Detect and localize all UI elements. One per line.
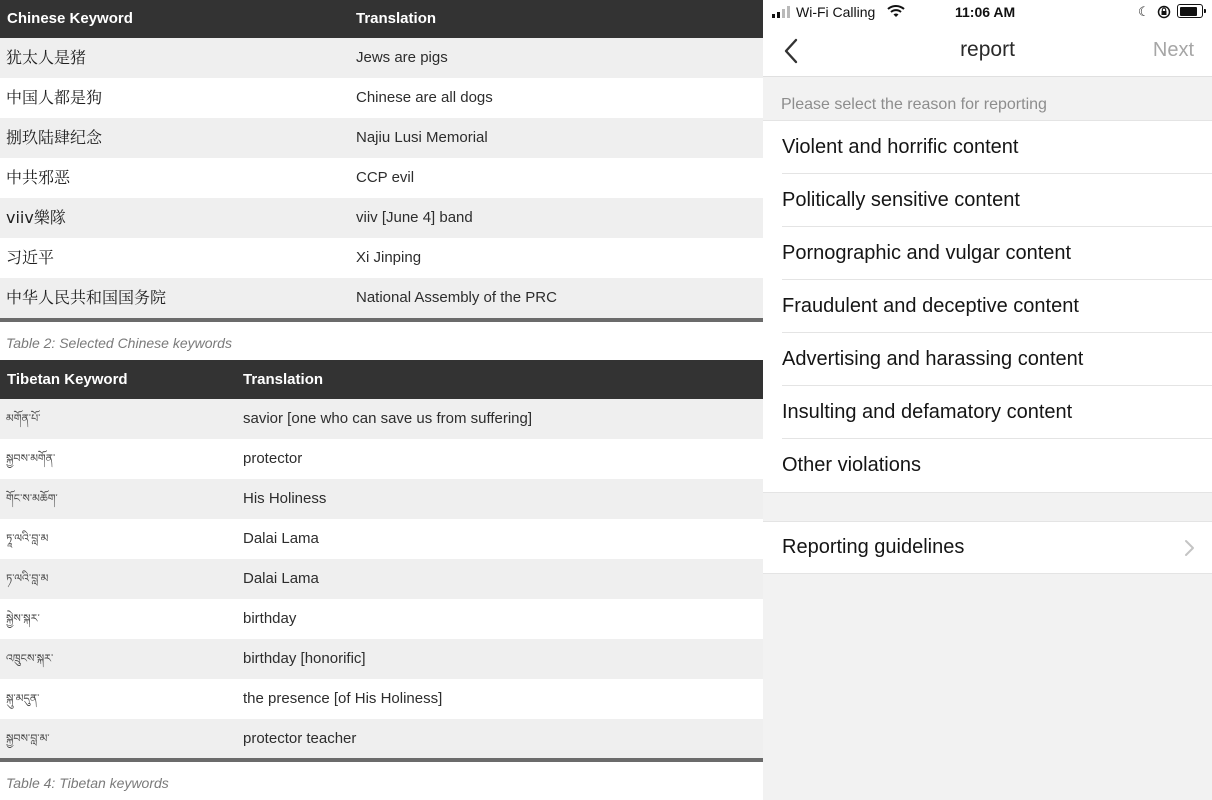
- chinese-table-row: [0, 278, 763, 318]
- reason-option[interactable]: Advertising and harassing content: [763, 333, 1212, 386]
- translation-cell: viiv [June 4] band: [356, 209, 473, 226]
- tibetan-keyword-cell: སྐུ་མདུན་: [6, 692, 40, 705]
- tibetan-keyword-cell: སྐྱེས་སྐར་: [6, 612, 40, 625]
- chinese-keyword-column-header: Chinese Keyword: [7, 10, 133, 27]
- signal-bar: [787, 6, 790, 18]
- next-button[interactable]: Next: [1152, 39, 1194, 61]
- tibetan-table-header: [0, 360, 763, 399]
- signal-strength-icon: [772, 6, 794, 18]
- tibetan-table-row: [0, 599, 763, 639]
- tibetan-keyword-cell: ཏ་ལའི་བླ་མ: [6, 572, 49, 585]
- battery-cap: [1204, 9, 1206, 13]
- reason-option[interactable]: Pornographic and vulgar content: [763, 227, 1212, 280]
- reason-option[interactable]: Violent and horrific content: [763, 121, 1212, 174]
- reason-option[interactable]: Insulting and defamatory content: [763, 386, 1212, 439]
- translation-cell: CCP evil: [356, 169, 415, 186]
- chinese-table-caption: Table 2: Selected Chinese keywords: [6, 335, 232, 351]
- tibetan-keyword-column-header: Tibetan Keyword: [7, 371, 128, 388]
- tibetan-table-row: [0, 479, 763, 519]
- page-title: report: [960, 38, 1015, 61]
- tibetan-keyword-cell: སྐྱབས་བླ་མ་: [6, 732, 50, 745]
- report-screen: [763, 0, 1212, 800]
- chinese-keyword-cell: viiv樂隊: [6, 208, 66, 227]
- translation-cell: savior [one who can save us from suffering]: [243, 410, 533, 427]
- tibetan-translation-column-header: Translation: [243, 371, 324, 388]
- translation-cell: protector teacher: [243, 730, 357, 747]
- status-time: 11:06 AM: [955, 4, 1016, 20]
- chinese-table-row: [0, 198, 763, 238]
- translation-cell: Najiu Lusi Memorial: [356, 129, 488, 146]
- tibetan-table-row: [0, 559, 763, 599]
- chinese-translation-column-header: Translation: [356, 10, 437, 27]
- reason-option[interactable]: Other violations: [782, 454, 921, 476]
- carrier-label: Wi-Fi Calling: [796, 4, 876, 20]
- translation-cell: Dalai Lama: [243, 530, 319, 547]
- translation-cell: the presence [of His Holiness]: [243, 690, 443, 707]
- chinese-table-bottom-border: [0, 318, 763, 322]
- tibetan-keyword-cell: མགོན་པོ་: [6, 412, 41, 425]
- battery-level: [1180, 7, 1197, 16]
- translation-cell: protector: [243, 450, 303, 467]
- navigation-bar: [763, 24, 1212, 77]
- tibetan-table-row: [0, 639, 763, 679]
- translation-cell: Xi Jinping: [356, 249, 422, 266]
- report-reason-list: [763, 120, 1212, 493]
- reporting-guidelines-row[interactable]: [763, 521, 1212, 574]
- reason-option[interactable]: Politically sensitive content: [763, 174, 1212, 227]
- tibetan-keyword-cell: གོང་ས་མཆོག་: [6, 492, 58, 505]
- tibetan-keyword-cell: འཁྲུངས་སྐར་: [6, 652, 54, 665]
- translation-cell: birthday [honorific]: [243, 650, 366, 667]
- tibetan-table-row: [0, 679, 763, 719]
- chinese-table-row: [0, 38, 763, 78]
- chinese-keyword-cell: 中华人民共和国国务院: [6, 288, 167, 307]
- chinese-table-row: [0, 158, 763, 198]
- tibetan-keyword-cell: ཏཱ་ལའི་བླ་མ: [6, 532, 49, 545]
- signal-bar: [777, 12, 780, 18]
- rotation-lock-icon: [1157, 5, 1171, 19]
- chinese-keyword-cell: 习近平: [6, 248, 55, 267]
- translation-cell: Chinese are all dogs: [356, 89, 493, 106]
- chinese-keyword-cell: 中国人都是狗: [6, 88, 103, 107]
- report-reason-prompt: Please select the reason for reporting: [781, 96, 1047, 113]
- tibetan-keyword-cell: སྐྱབས་མགོན་: [6, 452, 56, 465]
- tibetan-table-row: [0, 719, 763, 759]
- tibetan-table-row: [0, 439, 763, 479]
- translation-cell: Dalai Lama: [243, 570, 319, 587]
- signal-bar: [782, 9, 785, 18]
- do-not-disturb-icon: ☾: [1138, 4, 1150, 19]
- tibetan-table-bottom-border: [0, 758, 763, 762]
- chinese-table-row: [0, 78, 763, 118]
- chinese-keyword-cell: 捌玖陆肆纪念: [6, 128, 103, 147]
- chinese-keyword-cell: 中共邪恶: [6, 168, 71, 187]
- translation-cell: National Assembly of the PRC: [356, 289, 557, 306]
- wifi-icon: [887, 4, 905, 18]
- reason-option[interactable]: Fraudulent and deceptive content: [763, 280, 1212, 333]
- signal-bar: [772, 14, 775, 18]
- chinese-keyword-cell: 犹太人是猪: [6, 48, 87, 67]
- chevron-right-icon: [1182, 538, 1196, 558]
- translation-cell: Jews are pigs: [356, 49, 448, 66]
- status-bar: [763, 0, 1212, 24]
- tibetan-table-row: [0, 519, 763, 559]
- translation-cell: His Holiness: [243, 490, 327, 507]
- battery-icon: [1177, 4, 1203, 18]
- chinese-table-row: [0, 118, 763, 158]
- chinese-table-header: [0, 0, 763, 38]
- tibetan-table-row: [0, 399, 763, 439]
- translation-cell: birthday: [243, 610, 297, 627]
- reporting-guidelines-label: Reporting guidelines: [782, 536, 965, 558]
- tibetan-table-caption: Table 4: Tibetan keywords: [6, 775, 169, 791]
- chinese-table-row: [0, 238, 763, 278]
